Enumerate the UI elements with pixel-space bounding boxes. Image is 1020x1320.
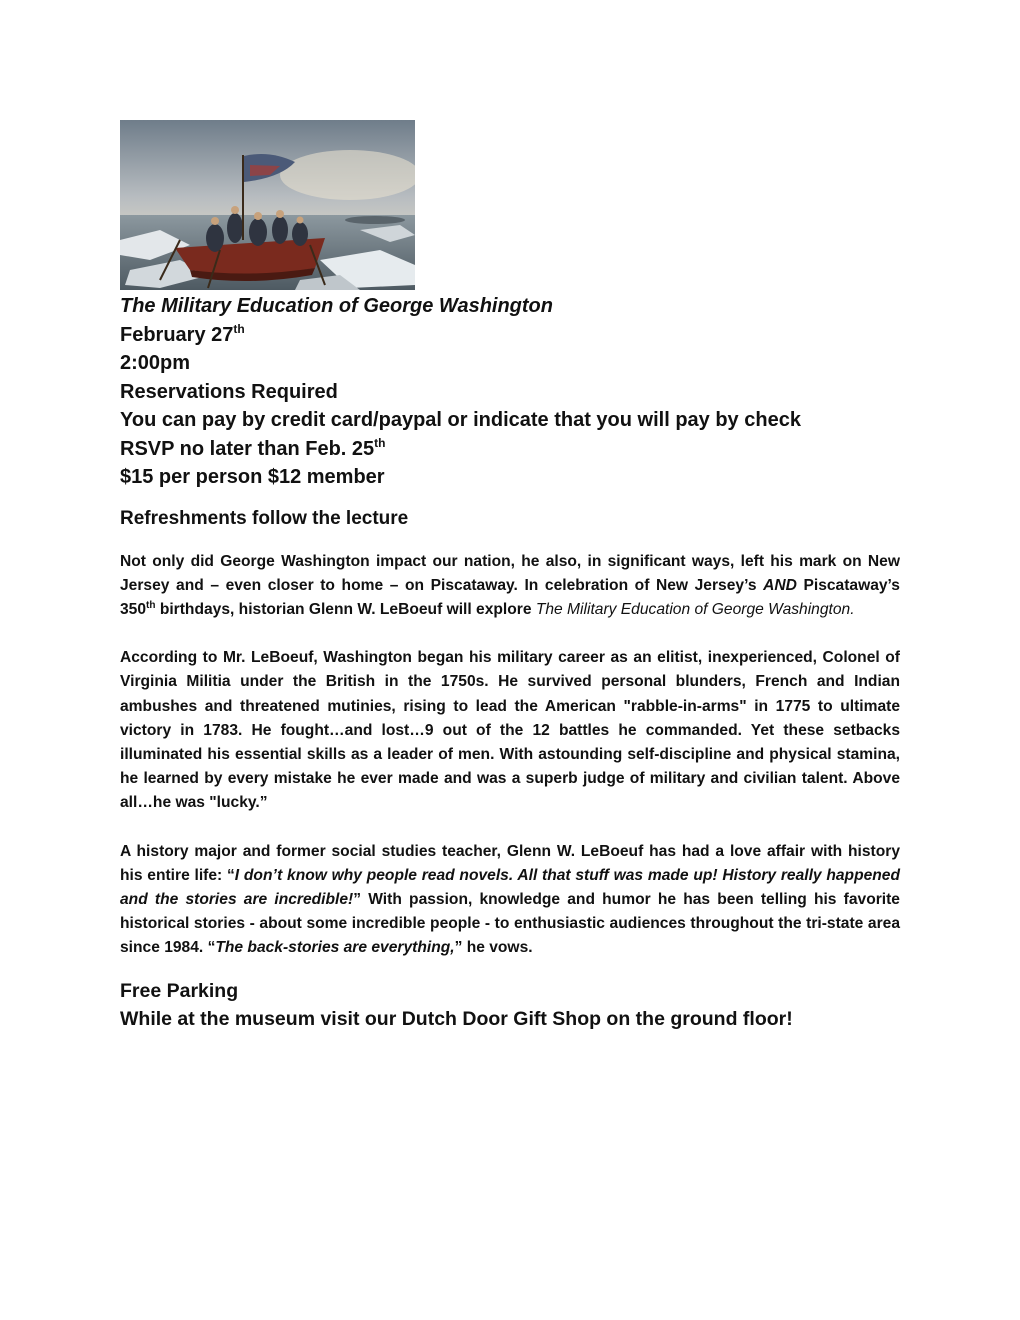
flyer — [120, 120, 900, 1052]
footer-notes — [120, 977, 900, 1033]
rsvp-deadline: RSVP no later than Feb. 25th — [120, 435, 386, 460]
gift-shop-note: While at the museum visit our Dutch Door Gift Shop on the ground floor! — [120, 1007, 793, 1030]
parking-note: Free Parking — [120, 979, 239, 1002]
event-time: 2:00pm — [120, 352, 191, 374]
price-info: $15 per person $12 member — [120, 466, 385, 488]
bio-paragraph: A history major and former social studies teacher, Glenn W. LeBoeuf has had a love affair with history his entire life: “I don’t know why people read novels. All that stuff was made up! History really happened and the stories are incredible!” With passion, knowledge and humor he has been telling his favorite historical stories - about some incredible people - to enthusiastic audiences throughout the tri-state area since 1984. “The back-stories are everything,” he vows. — [120, 842, 900, 957]
reservations-note: Reservations Required — [120, 380, 338, 403]
washington-crossing-painting — [120, 120, 415, 290]
payment-note: You can pay by credit card/paypal or indicate that you will pay by check — [120, 409, 801, 431]
career-paragraph: According to Mr. LeBoeuf, Washington began his military career as an elitist, inexperienced, Colonel of Virginia Militia under the British in the 1750s. He survived personal blunders, French and Indian ambushes and threatened mutinies, rising to lead the American "rabble-in-arms" in 1775 to ultimate victory in 1783. He fought…and lost…9 out of the 12 battles he commanded. Yet these setbacks illuminated his essential skills as a leader of men. With astounding self-discipline and physical stamina, he learned by every mistake he ever made and was a superb judge of military and civilian talent. Above all…he was "lucky.” — [120, 649, 900, 812]
refreshments-note: Refreshments follow the lecture — [120, 507, 409, 529]
event-title: The Military Education of George Washington — [120, 295, 553, 317]
intro-paragraph: Not only did George Washington impact our nation, he also, in significant ways, left his mark on New Jersey and – even closer to home – on Piscataway. In celebration of New Jersey’s AND Piscataway’s 350th birthdays, historian Glenn W. LeBoeuf will explore The Military Education of George Washington. — [120, 552, 900, 618]
event-date: February 27th — [120, 321, 245, 346]
